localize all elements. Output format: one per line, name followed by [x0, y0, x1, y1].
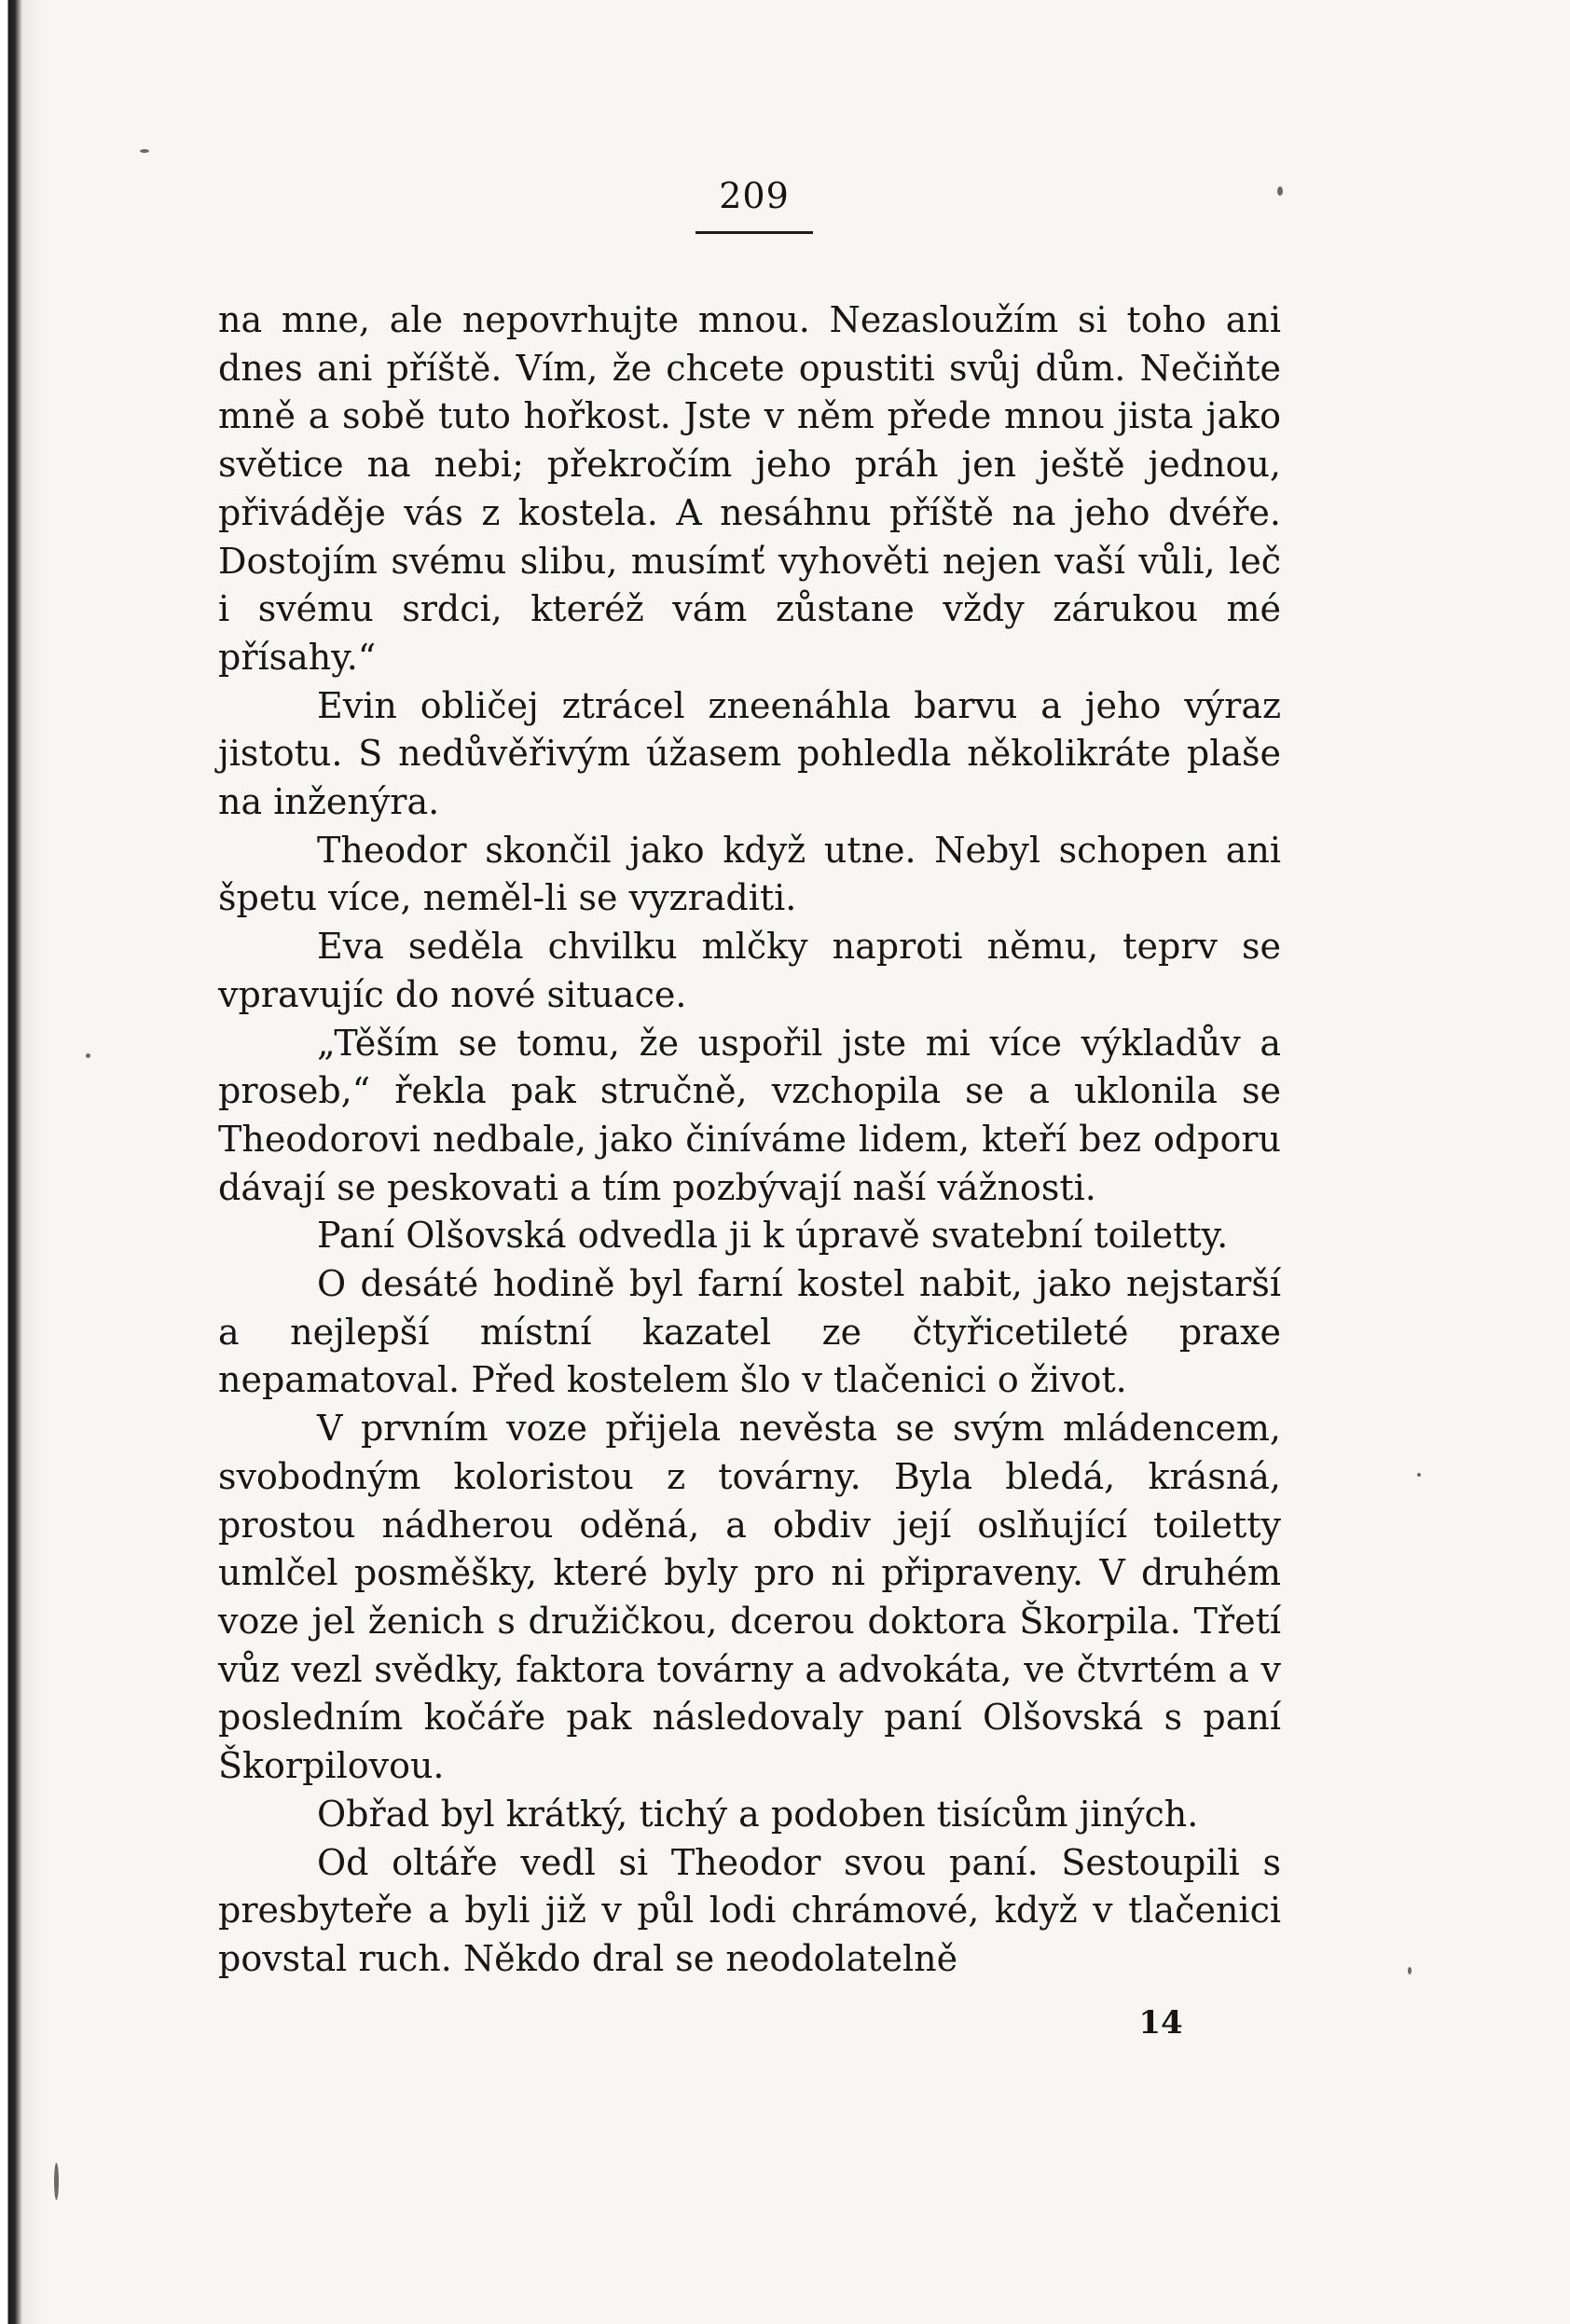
- paragraph: Eva seděla chvilku mlčky naproti němu, teprv se vpravujíc do nové situace.: [218, 926, 1281, 1015]
- paragraph: O desáté hodině byl farní kostel nabit, jako nejstarší a nejlepší místní kazatel ze čtyřicetileté praxe nepamatoval. Před kostelem šlo v tlačenici o život.: [218, 1263, 1281, 1401]
- paragraph: Paní Olšovská odvedla ji k úpravě svatební toiletty.: [317, 1215, 1229, 1257]
- paragraph: na mne, ale nepovrhujte mnou. Nezasloužím si toho ani dnes ani příště. Vím, že chcete opustiti svůj dům. Nečiňte mně a sobě tuto hořkost. Jste v něm přede mnou jista jako světice na nebi; překročím jeho práh jen ještě jednou, přiváděje vás z kostela. A nesáhnu příště na jeho dvéře. Dostojím svému slibu, musímť vyhověti nejen vaší vůli, leč i svému srdci, kteréž vám zůstane vždy zárukou mé přísahy.“: [218, 299, 1281, 678]
- paragraph: Obřad byl krátký, tichý a podoben tisícům jiných.: [317, 1793, 1199, 1835]
- page-number: 209: [719, 175, 790, 216]
- scan-speck: [140, 149, 149, 153]
- body-text: [218, 296, 1281, 1984]
- page-number-rule: [695, 231, 813, 234]
- scan-speck: [1417, 1473, 1421, 1477]
- paragraph: „Těším se tomu, že uspořil jste mi více výkladův a proseb,“ řekla pak stručně, vzchopila se a uklonila se Theodorovi nedbale, jako činíváme lidem, kteří bez odporu dávají se peskovati a tím pozbývají naší vážnosti.: [218, 1022, 1281, 1208]
- signature-mark: 14: [1138, 2004, 1183, 2042]
- scan-speck: [54, 2163, 59, 2200]
- scan-speck: [1277, 186, 1283, 196]
- paragraph: Od oltáře vedl si Theodor svou paní. Sestoupili s presbyteře a byli již v půl lodi chrámové, když v tlačenici povstal ruch. Někdo dral se neodolatelně: [218, 1841, 1281, 1979]
- paragraph: V prvním voze přijela nevěsta se svým mládencem, svobodným koloristou z továrny. Byla bledá, krásná, prostou nádherou oděná, a obdiv její oslňující toiletty umlčel posměšky, které byly pro ni připraveny. V druhém voze jel ženich s družičkou, dcerou doktora Škorpila. Třetí vůz vezl svědky, faktora továrny a advokáta, ve čtvrtém a v posledním kočáře pak následovaly paní Olšovská s paní Škorpilovou.: [218, 1408, 1281, 1787]
- scan-speck: [86, 1053, 90, 1058]
- page-binding-edge: [0, 0, 43, 2324]
- paragraph: Evin obličej ztrácel zneenáhla barvu a jeho výraz jistotu. S nedůvěřivým úžasem pohledla několikráte plaše na inženýra.: [218, 684, 1281, 823]
- scan-speck: [1408, 1967, 1412, 1974]
- paragraph: Theodor skončil jako když utne. Nebyl schopen ani špetu více, neměl-li se vyzraditi.: [218, 829, 1281, 919]
